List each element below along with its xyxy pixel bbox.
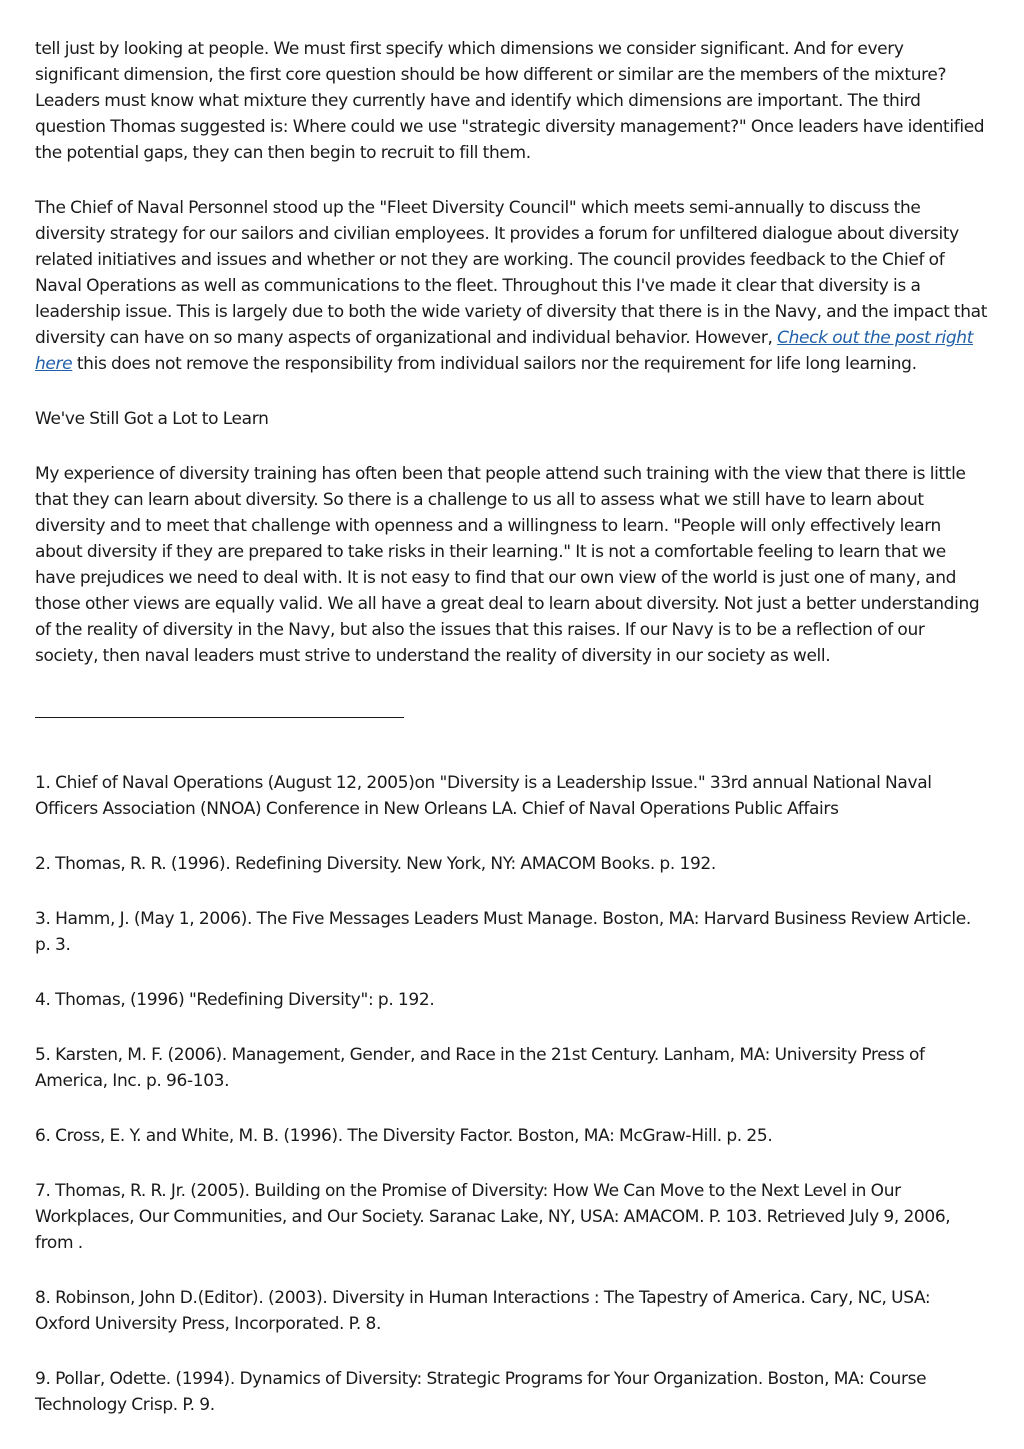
- body-paragraph: tell just by looking at people. We must first specify which dimensions we consider significant. And for every significant dimension, the first core question should be how different or similar are the members of the mixture? Leaders must know what mixture they currently have and identify which dimensions are important. The third question Thomas suggested is: Where could we use "strategic diversity management?" Once leaders have identified the potential gaps, they can then begin to recruit to fill them.: [35, 39, 985, 163]
- reference-item: 7. Thomas, R. R. Jr. (2005). Building on the Promise of Diversity: How We Can Move to the Next Level in Our Workplaces, Our Communities, and Our Society. Saranac Lake, NY, USA: AMACOM. P. 103. Retrieved July 9, 2006, from .: [35, 1181, 951, 1253]
- paragraph-text: this does not remove the responsibility from individual sailors nor the requirement for life long learning.: [72, 354, 917, 374]
- reference-item: 6. Cross, E. Y. and White, M. B. (1996). The Diversity Factor. Boston, MA: McGraw-Hill. p. 25.: [35, 1126, 773, 1146]
- reference-item: 4. Thomas, (1996) "Redefining Diversity": p. 192.: [35, 990, 435, 1010]
- body-paragraph: My experience of diversity training has often been that people attend such training with the view that there is little that they can learn about diversity. So there is a challenge to us all to assess what we still have to learn about diversity and to meet that challenge with openness and a willingness to learn. "People will only effectively learn about diversity if they are prepared to take risks in their learning." It is not a comfortable feeling to learn that we have prejudices we need to deal with. It is not easy to find that our own view of the world is just one of many, and those other views are equally valid. We all have a great deal to learn about diversity. Not just a better understanding of the reality of diversity in the Navy, but also the issues that this raises. If our Navy is to be a reflection of our society, then naval leaders must strive to understand the reality of diversity in our society as well.: [35, 464, 980, 666]
- body-paragraph: [35, 195, 990, 377]
- reference-list: [35, 770, 990, 1418]
- reference-item: 3. Hamm, J. (May 1, 2006). The Five Messages Leaders Must Manage. Boston, MA: Harvard Business Review Article. p. 3.: [35, 909, 971, 955]
- reference-item: 1. Chief of Naval Operations (August 12, 2005)on "Diversity is a Leadership Issue." 33rd annual National Naval Officers Association (NNOA) Conference in New Orleans LA. Chief of Naval Operations Public Affairs: [35, 773, 932, 819]
- paragraph-text: The Chief of Naval Personnel stood up the "Fleet Diversity Council" which meets semi-annually to discuss the diversity strategy for our sailors and civilian employees. It provides a forum for unfiltered dialogue about diversity related initiatives and issues and whether or not they are working. The council provides feedback to the Chief of Naval Operations as well as communications to the fleet. Throughout this I've made it clear that diversity is a leadership issue. This is largely due to both the wide variety of diversity that there is in the Navy, and the impact that diversity can have on so many aspects of organizational and individual behavior. However,: [35, 198, 988, 348]
- post-link[interactable]: Check out the post right here: [35, 328, 974, 374]
- footnote-divider: [35, 717, 404, 718]
- section-heading: We've Still Got a Lot to Learn: [35, 409, 269, 429]
- reference-item: 8. Robinson, John D.(Editor). (2003). Diversity in Human Interactions : The Tapestry of America. Cary, NC, USA: Oxford University Press, Incorporated. P. 8.: [35, 1288, 931, 1334]
- reference-item: 2. Thomas, R. R. (1996). Redefining Diversity. New York, NY: AMACOM Books. p. 192.: [35, 854, 716, 874]
- reference-item: 5. Karsten, M. F. (2006). Management, Gender, and Race in the 21st Century. Lanham, MA: University Press of America, Inc. p. 96-103.: [35, 1045, 925, 1091]
- document-body: [35, 36, 990, 1447]
- reference-item: 9. Pollar, Odette. (1994). Dynamics of Diversity: Strategic Programs for Your Organization. Boston, MA: Course Technology Crisp. P. 9.: [35, 1369, 927, 1415]
